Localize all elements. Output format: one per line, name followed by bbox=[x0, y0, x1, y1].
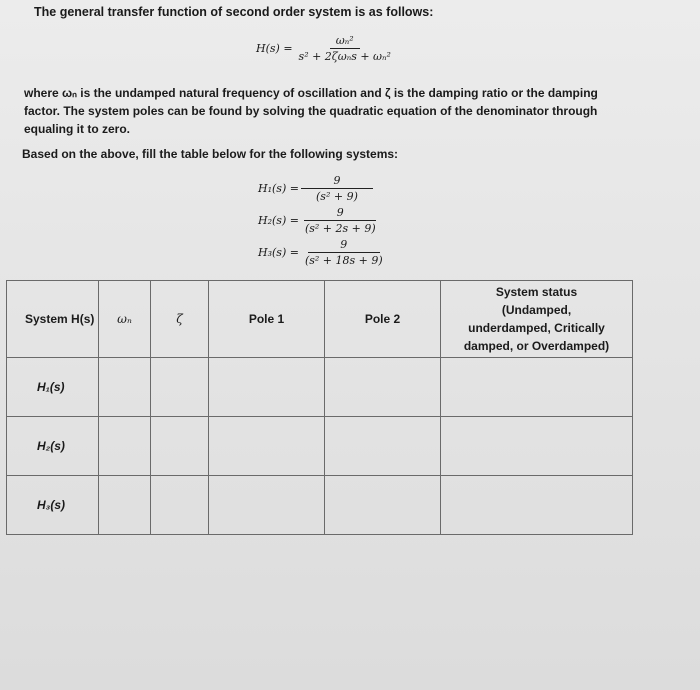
cell-status-h2[interactable] bbox=[441, 417, 633, 476]
table-row bbox=[7, 476, 633, 535]
cell-pole2-h1[interactable] bbox=[325, 358, 441, 417]
system-equation-h2 bbox=[258, 206, 387, 235]
cell-pole2-h3[interactable] bbox=[325, 476, 441, 535]
table-row bbox=[7, 358, 633, 417]
header-system: System H(s) bbox=[7, 281, 99, 358]
cell-wn-h2[interactable] bbox=[99, 417, 151, 476]
instruction-text: Based on the above, fill the table below for the following systems: bbox=[22, 147, 399, 161]
h3-denominator: (s² + 18s + 9) bbox=[304, 254, 383, 267]
h2-numerator: 9 bbox=[304, 206, 376, 221]
header-wn: ωₙ bbox=[99, 281, 151, 358]
h3-lhs: H₃(s) = bbox=[258, 246, 299, 259]
h1-denominator: (s² + 9) bbox=[316, 190, 358, 203]
cell-wn-h1[interactable] bbox=[99, 358, 151, 417]
status-header-line3: underdamped, Critically bbox=[468, 321, 605, 335]
table-header-row bbox=[7, 281, 633, 358]
cell-pole1-h2[interactable] bbox=[209, 417, 325, 476]
cell-status-h1[interactable] bbox=[441, 358, 633, 417]
header-zeta: ζ bbox=[151, 281, 209, 358]
general-tf-lhs: H(s) = bbox=[256, 42, 293, 55]
h1-lhs: H₁(s) = bbox=[258, 182, 299, 195]
status-header-line1: System status bbox=[495, 285, 578, 299]
cell-zeta-h3[interactable] bbox=[151, 476, 209, 535]
systems-table bbox=[6, 280, 633, 535]
cell-pole1-h1[interactable] bbox=[209, 358, 325, 417]
status-header-line2: (Undamped, bbox=[501, 303, 572, 317]
header-system-status bbox=[441, 281, 633, 358]
row-label-h3: H₃(s) bbox=[7, 476, 99, 535]
cell-zeta-h2[interactable] bbox=[151, 417, 209, 476]
system-equation-h1 bbox=[258, 174, 387, 203]
system-equations bbox=[258, 174, 387, 270]
header-pole1: Pole 1 bbox=[209, 281, 325, 358]
status-header-line4: damped, or Overdamped) bbox=[463, 339, 610, 353]
cell-pole2-h2[interactable] bbox=[325, 417, 441, 476]
h1-fraction bbox=[301, 174, 373, 203]
h3-numerator: 9 bbox=[308, 238, 380, 253]
h2-fraction bbox=[301, 206, 380, 235]
general-tf-numerator: ωₙ² bbox=[330, 34, 360, 49]
row-label-h2: H₂(s) bbox=[7, 417, 99, 476]
h3-fraction bbox=[301, 238, 387, 267]
cell-pole1-h3[interactable] bbox=[209, 476, 325, 535]
header-pole2: Pole 2 bbox=[325, 281, 441, 358]
worksheet-heading: The general transfer function of second order system is as follows: bbox=[34, 5, 434, 19]
cell-wn-h3[interactable] bbox=[99, 476, 151, 535]
row-label-h1: H₁(s) bbox=[7, 358, 99, 417]
system-equation-h3 bbox=[258, 238, 387, 267]
h2-lhs: H₂(s) = bbox=[258, 214, 299, 227]
cell-status-h3[interactable] bbox=[441, 476, 633, 535]
description-paragraph: where ωₙ is the undamped natural frequency of oscillation and ζ is the damping ratio or the damping factor. The system poles can be found by solving the quadratic equation of the denominator through equaling it to zero. bbox=[24, 86, 598, 136]
general-tf-denominator: s² + 2ζωₙs + ωₙ² bbox=[298, 50, 391, 63]
h2-denominator: (s² + 2s + 9) bbox=[304, 222, 376, 235]
table-row bbox=[7, 417, 633, 476]
h1-numerator: 9 bbox=[301, 174, 373, 189]
general-transfer-function bbox=[256, 34, 395, 63]
general-tf-fraction bbox=[295, 34, 395, 63]
cell-zeta-h1[interactable] bbox=[151, 358, 209, 417]
